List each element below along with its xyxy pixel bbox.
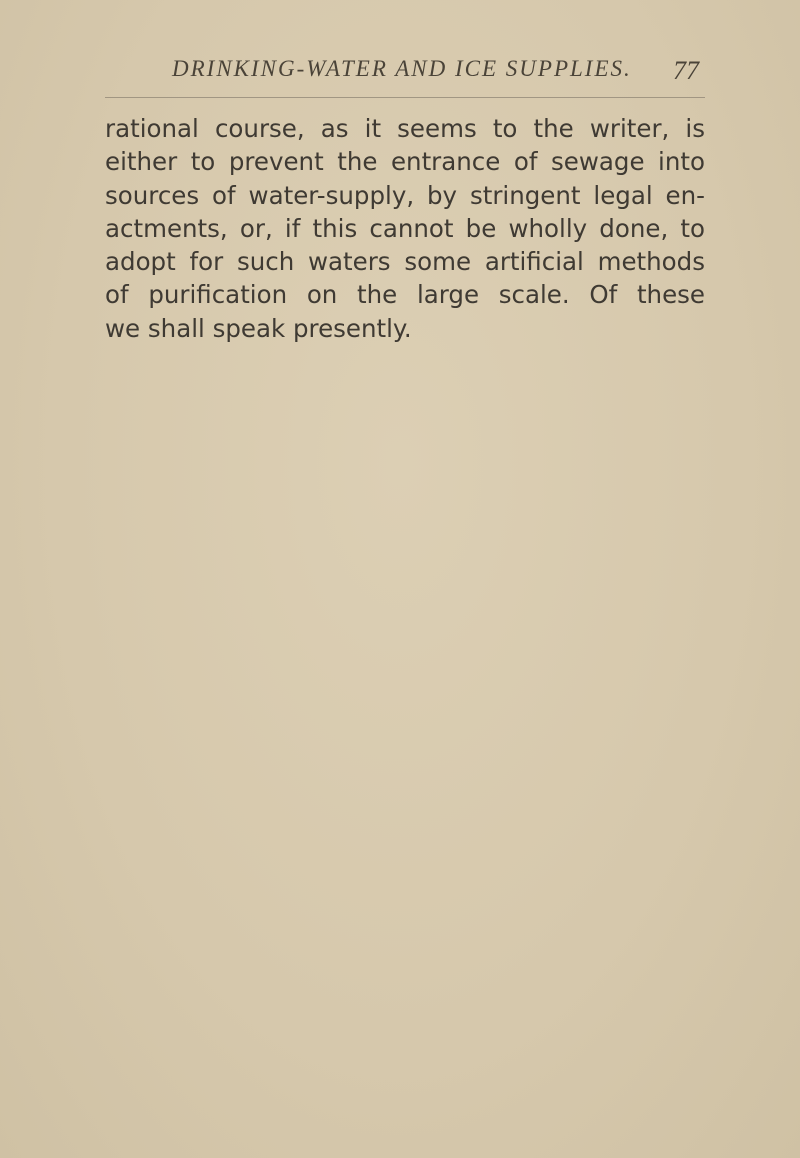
text-line: of purification on the large scale. Of these — [105, 280, 705, 310]
header-rule — [105, 97, 705, 98]
text-line: actments, or, if this cannot be wholly done, to — [105, 213, 705, 243]
text-line: either to prevent the entrance of sewage into — [105, 147, 705, 177]
text-line: rational course, as it seems to the writer, is — [105, 114, 705, 143]
running-title: DRINKING-WATER AND ICE SUPPLIES. — [172, 56, 632, 81]
text-line: sources of water-supply, by stringent legal en- — [105, 180, 705, 210]
text-line: adopt for such waters some artificial methods — [105, 247, 705, 277]
body-paragraph — [105, 112, 705, 345]
text-line: we shall speak presently. — [105, 313, 412, 343]
running-head — [105, 56, 705, 96]
page-number: 77 — [673, 56, 699, 85]
